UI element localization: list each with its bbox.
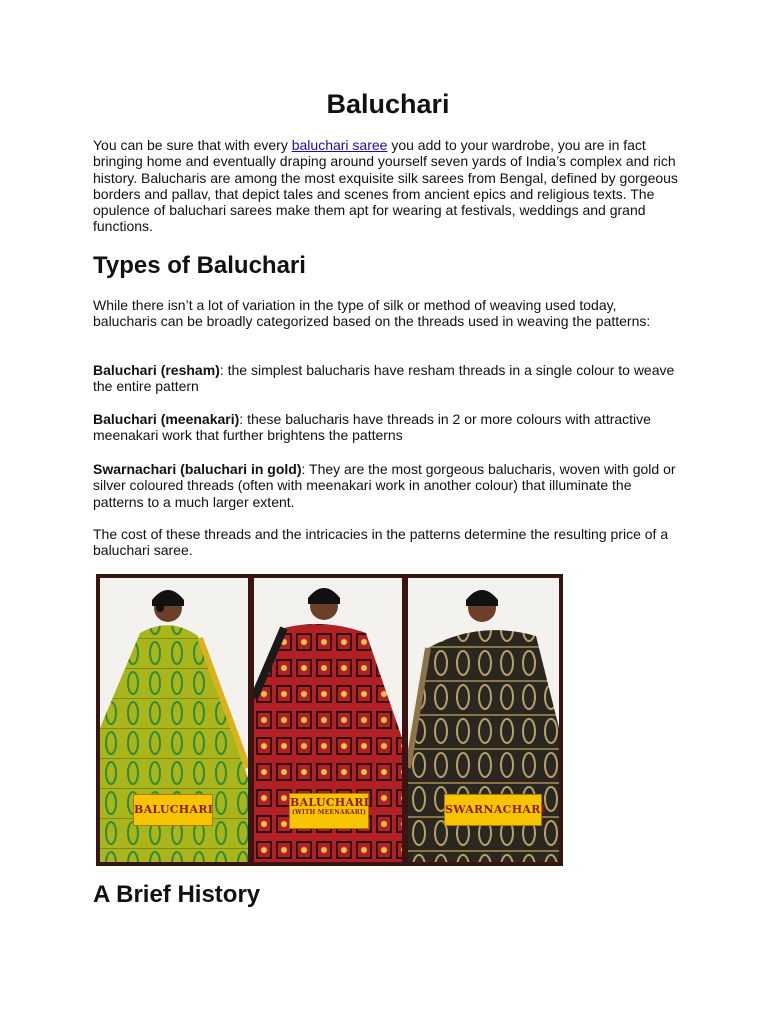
label-baluchari-meenakari <box>289 793 369 829</box>
type-term: Baluchari (meenakari) <box>93 411 240 427</box>
type-term: Baluchari (resham) <box>93 362 220 378</box>
baluchari-saree-link[interactable]: baluchari saree <box>291 137 388 153</box>
types-lead-paragraph: While there isn’t a lot of variation in the type of silk or method of weaving used today, balucharis can be broadly categorized based on the threads used in weaving the patterns: <box>93 297 651 330</box>
history-heading: A Brief History <box>93 881 261 908</box>
type-item-swarnachari <box>93 461 681 510</box>
intro-paragraph <box>93 137 681 235</box>
type-desc: : the simplest balucharis have resham threads in a single colour to weave the entire pattern <box>93 362 675 395</box>
page-title: Baluchari <box>326 89 450 119</box>
type-desc: : these balucharis have threads in 2 or more colours with attractive meenakari work that further brightens the patterns <box>93 411 651 444</box>
type-item-meenakari <box>93 411 681 444</box>
intro-text-rest: you add to your wardrobe, you are in fact bringing home and eventually draping around yourself seven yards of India’s complex and rich history. Balucharis are among the most exquisite silk sarees from Bengal, defined by gorgeous borders and pallav, that depict tales and scenes from ancient epics and religious texts. The opulence of baluchari sarees make them apt for wearing at festivals, weddings and grand functions. <box>93 137 678 235</box>
type-item-resham <box>93 362 681 395</box>
label-swarnachari <box>444 794 547 826</box>
saree-gallery <box>96 574 563 866</box>
cost-paragraph: The cost of these threads and the intricacies in the patterns determine the resulting price of a baluchari saree. <box>93 526 669 559</box>
type-desc: : They are the most gorgeous balucharis, woven with gold or silver coloured threads (often with meenakari work in another colour) that illuminate the patterns to a much larger extent. <box>93 461 676 510</box>
types-heading: Types of Baluchari <box>93 252 306 279</box>
type-term: Swarnachari (baluchari in gold) <box>93 461 302 477</box>
panel-label: BALUCHARI <box>290 796 370 809</box>
label-baluchari <box>133 794 213 826</box>
intro-text-start: You can be sure that with every <box>93 137 292 153</box>
panel-label: SWARNACHARI <box>445 803 547 816</box>
panel-sublabel: (WITH MEENAKARI) <box>292 809 366 816</box>
panel-label: BALUCHARI <box>134 803 214 816</box>
